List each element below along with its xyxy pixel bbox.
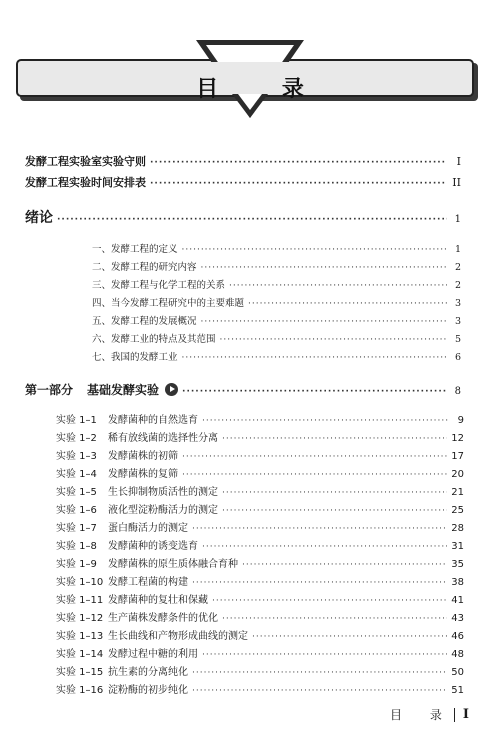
experiment-name: 液化型淀粉酶活力的测定 <box>108 505 218 516</box>
experiment-page: 21 <box>451 487 464 498</box>
experiment-code: 实验 1–12 <box>56 613 104 624</box>
toc-experiment[interactable] <box>56 627 464 642</box>
part-heading <box>25 381 178 398</box>
toc-entry-lab-rules[interactable] <box>25 153 461 169</box>
subentry-label: 四、当今发酵工程研究中的主要难题 <box>92 298 245 309</box>
experiment-code: 实验 1–4 <box>56 469 97 480</box>
leader-dots <box>57 215 447 225</box>
leader-dots <box>182 470 447 480</box>
toc-subentry[interactable] <box>92 295 461 309</box>
footer-page-number: I <box>462 707 469 722</box>
toc-entry-label: 发酵工程实验室实验守则 <box>25 155 146 168</box>
leader-dots <box>150 179 447 189</box>
subentry-label: 二、发酵工程的研究内容 <box>92 262 197 273</box>
subentry-page: 5 <box>454 334 461 345</box>
toc-experiment[interactable] <box>56 645 464 660</box>
toc-title: 目 录 <box>196 77 332 102</box>
experiment-page: 35 <box>451 559 464 570</box>
toc-experiment[interactable] <box>56 663 464 678</box>
experiment-name: 淀粉酶的初步纯化 <box>108 685 188 696</box>
experiment-name: 发酵工程菌的构建 <box>108 577 188 588</box>
experiment-page: 51 <box>451 685 464 696</box>
experiment-code: 实验 1–15 <box>56 667 104 678</box>
experiment-code: 实验 1–8 <box>56 541 97 552</box>
section-page: 1 <box>454 214 461 225</box>
experiment-code: 实验 1–3 <box>56 451 97 462</box>
experiment-page: 43 <box>451 613 464 624</box>
experiment-code: 实验 1–16 <box>56 685 104 696</box>
toc-subentry[interactable] <box>92 331 461 345</box>
leader-dots <box>192 578 447 588</box>
experiment-page: 9 <box>457 415 464 426</box>
toc-experiment[interactable] <box>56 573 464 588</box>
experiment-code: 实验 1–1 <box>56 415 97 426</box>
experiment-code: 实验 1–2 <box>56 433 97 444</box>
toc-experiment[interactable] <box>56 681 464 696</box>
toc-experiment[interactable] <box>56 411 464 426</box>
section-title: 绪论 <box>25 210 53 226</box>
part-title: 基础发酵实验 <box>87 383 160 397</box>
experiment-code: 实验 1–10 <box>56 577 104 588</box>
toc-subentry[interactable] <box>92 313 461 327</box>
experiment-name: 蛋白酶活力的测定 <box>108 523 188 534</box>
experiment-code: 实验 1–9 <box>56 559 97 570</box>
experiment-code: 实验 1–11 <box>56 595 104 606</box>
toc-subentry[interactable] <box>92 241 461 255</box>
experiment-page: 41 <box>451 595 464 606</box>
toc-experiment[interactable] <box>56 591 464 606</box>
experiment-name: 生长抑制物质活性的测定 <box>108 487 218 498</box>
leader-dots <box>201 317 447 327</box>
experiment-name: 发酵菌种的诱变选育 <box>108 541 198 552</box>
leader-dots <box>229 281 447 291</box>
leader-dots <box>248 299 447 309</box>
experiment-page: 12 <box>451 433 464 444</box>
toc-experiment[interactable] <box>56 465 464 480</box>
toc-subentry[interactable] <box>92 349 461 363</box>
leader-dots <box>222 614 447 624</box>
experiment-page: 31 <box>451 541 464 552</box>
experiment-name: 稀有放线菌的选择性分离 <box>108 433 218 444</box>
subentry-page: 3 <box>454 316 461 327</box>
experiment-name: 发酵菌株的原生质体融合育种 <box>108 559 238 570</box>
part-page: 8 <box>454 386 461 397</box>
leader-dots <box>222 506 447 516</box>
subentry-page: 2 <box>454 262 461 273</box>
experiment-page: 28 <box>451 523 464 534</box>
experiment-name: 发酵菌种的复壮和保藏 <box>108 595 208 606</box>
leader-dots <box>182 452 447 462</box>
header-banner-graphic <box>0 0 500 135</box>
toc-subentry[interactable] <box>92 259 461 273</box>
play-icon <box>165 383 178 396</box>
experiment-page: 46 <box>451 631 464 642</box>
footer-label: 目 录 <box>390 708 454 722</box>
part-number: 第一部分 <box>25 383 74 397</box>
leader-dots <box>220 335 447 345</box>
experiment-code: 实验 1–13 <box>56 631 104 642</box>
toc-experiment[interactable] <box>56 609 464 624</box>
experiment-code: 实验 1–6 <box>56 505 97 516</box>
experiment-name: 生产菌株发酵条件的优化 <box>108 613 218 624</box>
toc-section-part1[interactable] <box>25 381 461 398</box>
subentry-page: 1 <box>454 244 461 255</box>
toc-experiment[interactable] <box>56 537 464 552</box>
subentry-page: 6 <box>454 352 461 363</box>
leader-dots <box>202 416 450 426</box>
toc-experiment[interactable] <box>56 555 464 570</box>
experiment-name: 抗生素的分离纯化 <box>108 667 188 678</box>
leader-dots <box>192 686 447 696</box>
toc-subentry[interactable] <box>92 277 461 291</box>
leader-dots <box>192 668 447 678</box>
toc-section-intro[interactable] <box>25 207 461 227</box>
experiment-name: 发酵菌株的复筛 <box>108 469 178 480</box>
subentry-label: 三、发酵工程与化学工程的关系 <box>92 280 226 291</box>
toc-experiment[interactable] <box>56 519 464 534</box>
toc-experiment[interactable] <box>56 501 464 516</box>
toc-entry-schedule[interactable] <box>25 174 461 190</box>
subentry-page: 2 <box>454 280 461 291</box>
toc-experiment[interactable] <box>56 429 464 444</box>
subentry-page: 3 <box>454 298 461 309</box>
footer-divider <box>454 708 455 722</box>
leader-dots <box>182 387 447 397</box>
toc-experiment[interactable] <box>56 447 464 462</box>
experiment-page: 50 <box>451 667 464 678</box>
leader-dots <box>201 263 447 273</box>
leader-dots <box>192 524 447 534</box>
page-footer <box>390 706 469 723</box>
experiment-page: 25 <box>451 505 464 516</box>
experiment-page: 17 <box>451 451 464 462</box>
subentry-label: 七、我国的发酵工业 <box>92 352 178 363</box>
toc-experiment[interactable] <box>56 483 464 498</box>
experiment-name: 发酵菌种的自然选育 <box>108 415 198 426</box>
toc-entry-page: I <box>456 155 461 168</box>
toc-header <box>0 0 500 135</box>
experiment-name: 生长曲线和产物形成曲线的测定 <box>108 631 248 642</box>
subentry-label: 五、发酵工程的发展概况 <box>92 316 197 327</box>
leader-dots <box>242 560 447 570</box>
leader-dots <box>202 542 447 552</box>
experiment-code: 实验 1–5 <box>56 487 97 498</box>
toc-entry-label: 发酵工程实验时间安排表 <box>25 176 146 189</box>
experiment-code: 实验 1–14 <box>56 649 104 660</box>
experiment-page: 38 <box>451 577 464 588</box>
experiment-name: 发酵过程中糖的利用 <box>108 649 198 660</box>
experiment-code: 实验 1–7 <box>56 523 97 534</box>
subentry-label: 六、发酵工业的特点及其范围 <box>92 334 216 345</box>
leader-dots <box>222 488 447 498</box>
leader-dots <box>182 245 447 255</box>
leader-dots <box>212 596 447 606</box>
leader-dots <box>222 434 447 444</box>
experiment-name: 发酵菌株的初筛 <box>108 451 178 462</box>
toc-entry-page: II <box>452 176 461 189</box>
experiment-page: 48 <box>451 649 464 660</box>
experiment-page: 20 <box>451 469 464 480</box>
leader-dots <box>150 158 447 168</box>
leader-dots <box>252 632 447 642</box>
leader-dots <box>182 353 447 363</box>
leader-dots <box>202 650 447 660</box>
subentry-label: 一、发酵工程的定义 <box>92 244 178 255</box>
